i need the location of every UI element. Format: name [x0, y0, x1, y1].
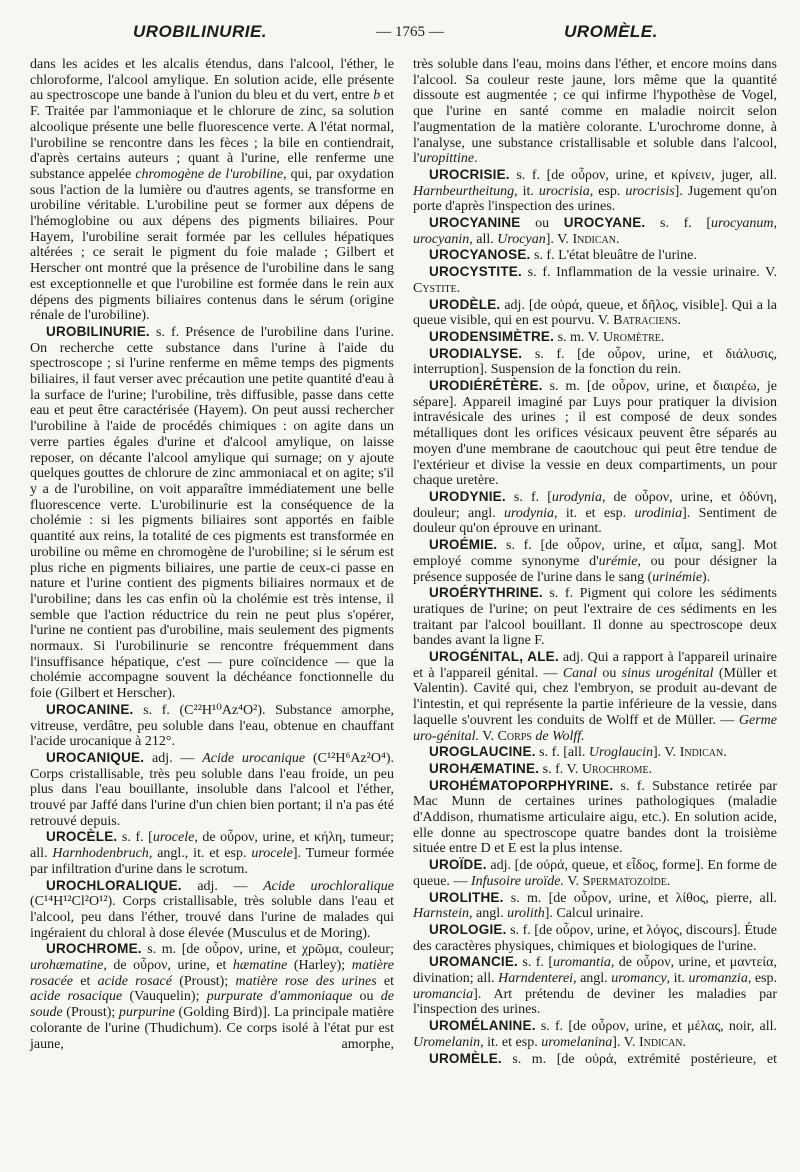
- italic-text: urodynia: [503, 505, 554, 521]
- entry-headword: UROÉRYTHRINE.: [429, 585, 543, 601]
- entry-text: , de οὖρον, urine, et μαντεία, divination; all.: [413, 955, 778, 987]
- italic-text: urodinia: [634, 505, 683, 521]
- italic-text: uromanzia: [688, 971, 748, 987]
- first-headword-guide: UROBILINURIE.: [133, 22, 267, 41]
- entry-text: (Harley);: [287, 958, 352, 974]
- last-headword-guide: UROMÈLE.: [564, 22, 658, 41]
- entry-text: ]. Sentiment de douleur qu'on éprouve en urinant.: [413, 505, 777, 537]
- entry-text: (Müller et Valentin). Cavité qui, chez l'embryon, se produit au-devant de l'intestin, et qui représente la partie inférieure de la vessie, dans laquelle s'ouvrent les conduits de Wolff et de Müller. —: [413, 665, 777, 728]
- entry-text: s. f. Pigment qui colore les sédiments uratiques de l'urine; on peut l'extraire de ces sédiments en les traitant par l'alcool bouillant. Il donne au spectroscope deux bandes avant la ligne F.: [413, 586, 777, 649]
- entry-text: ]. Calcul urinaire.: [544, 906, 644, 922]
- entry-text: ).: [702, 569, 711, 585]
- dictionary-entry: [413, 1051, 777, 1068]
- entry-text: (Golding Bird)]. La principale matière colorante de l'urine (Thudichum). Ce corps isolé à l'état pur est jaune, amorphe,: [30, 1005, 395, 1052]
- entry-text: s. f. Inflammation de la vessie urinaire. V.: [521, 265, 777, 281]
- entry-text: s. m. V.: [554, 329, 603, 345]
- cross-reference: Urochrome.: [581, 761, 653, 777]
- italic-text: urodynia: [551, 489, 602, 505]
- italic-text: Acide urochloralique: [263, 878, 394, 894]
- dictionary-entry: [30, 941, 394, 1052]
- italic-text: urohæmatine: [30, 958, 104, 974]
- entry-text: s. f. Substance retirée par Mac Munn de certaines urines pathologiques (maladie d'Addison, rhumatisme articulaire aigu, etc.). En solution acide, elle donne au spectroscope quatre bandes dont la troisième située entre D et E est la plus intense.: [413, 778, 777, 857]
- italic-text: acide rosacique: [30, 989, 123, 1005]
- italic-text: b: [373, 88, 381, 104]
- entry-text: , it. et esp.: [554, 505, 635, 521]
- entry-text: s. m. [de οὖρον, urine, et λίθος, pierre, all.: [503, 890, 777, 906]
- entry-text: ]. Tumeur formée par infiltration d'urine dans le scrotum.: [30, 846, 394, 877]
- continued-text: [30, 57, 394, 324]
- entry-headword: UROGLAUCINE.: [429, 744, 536, 760]
- italic-text: urocyanum, urocyanin: [413, 216, 778, 247]
- entry-text: .: [474, 151, 478, 167]
- dictionary-entry: [413, 954, 777, 1018]
- cross-reference: Indican.: [638, 1034, 687, 1050]
- entry-text: s. f. [de οὖρον, urine, et κρίνειν, juger, all.: [509, 167, 777, 183]
- entry-headword: UROHÉMATOPORPHYRINE.: [429, 777, 614, 793]
- entry-text: adj. [de οὐρά, queue, et εἶδος, forme]. En forme de queue. —: [413, 858, 777, 889]
- entry-text: ]. Jugement qu'on porte d'après l'inspection des urines.: [413, 183, 778, 215]
- entry-text: , it.: [666, 971, 689, 987]
- entry-text: s. f. L'état bleuâtre de l'urine.: [530, 248, 697, 264]
- italic-text: Canal: [562, 665, 598, 681]
- dictionary-entry: [413, 744, 777, 761]
- dictionary-entry: [30, 702, 394, 750]
- dictionary-entry: [413, 346, 777, 378]
- running-head-right: [440, 20, 782, 44]
- entry-headword: UROCHLORALIQUE.: [46, 877, 182, 893]
- dictionary-entry: [413, 778, 777, 858]
- dictionary-entry: [30, 324, 394, 702]
- entry-text: s. f. (C²²H¹⁰Az⁴O²). Substance amorphe, vitreuse, verdâtre, peu soluble dans l'eau, obtenue en chauffant l'acide urocanique à 212°.: [30, 702, 394, 750]
- cross-reference: Uromètre.: [602, 329, 665, 345]
- entry-headword: UROLITHE.: [429, 889, 504, 905]
- entry-headword: UROMÉLANINE.: [429, 1018, 536, 1034]
- entry-text: s. m. [de οὖρον, urine, et χρῶμα, couleur;: [141, 942, 394, 958]
- entry-headword: UROCYANINE: [429, 215, 521, 231]
- italic-text: urolith: [507, 906, 545, 922]
- dictionary-entry: [413, 1018, 777, 1050]
- cross-reference: Batraciens.: [613, 313, 681, 329]
- entry-headword: UROMANCIE.: [429, 954, 518, 970]
- continued-text: [413, 57, 777, 167]
- italic-text: matière rosacée: [30, 958, 394, 989]
- entry-text: s. f. [: [117, 830, 153, 846]
- entry-headword: UROCRISIE.: [429, 166, 510, 182]
- entry-text: (C¹⁴H¹²Cl²O¹²). Corps cristallisable, très soluble dans l'eau et l'alcool, peu dans l'éther, trouvé dans l'urine de malades qui ingéraient du chloral à dose élevée (Musculus et de Moring).: [30, 894, 394, 941]
- cross-reference: Cystite.: [413, 280, 461, 296]
- entry-headword: UROHÆMATINE.: [429, 760, 540, 776]
- entry-headword: UROCANINE.: [46, 701, 134, 717]
- entry-headword: UROCYSTITE.: [429, 264, 522, 280]
- entry-text: , all.: [469, 231, 498, 247]
- entry-text: s. f. [de οὖρον, urine, et αἷμα, sang]. Mot employé comme synonyme d': [413, 538, 777, 569]
- entry-text: s. f. [: [645, 216, 712, 232]
- dictionary-entry: [413, 264, 777, 296]
- italic-text: purpurate d'ammoniaque: [206, 989, 353, 1005]
- entry-headword: URODÈLE.: [429, 296, 501, 312]
- italic-text: de Wolff.: [531, 728, 585, 744]
- italic-text: urocrisis: [625, 183, 675, 199]
- entry-text: (C¹²H⁶Az²O⁴). Corps cristallisable, très peu soluble dans l'eau froide, un peu plus dans l'eau bouillante, insoluble dans l'alcool et l'éther, trouvé par Jaffé dans l'urine d'un chien bien portant; il n'a pas été retrouvé depuis.: [30, 750, 395, 829]
- italic-text: Harnstein: [413, 906, 469, 922]
- entry-text: , de οὖρον, urine, et κήλη, tumeur; all.: [30, 830, 394, 862]
- right-column: [413, 57, 777, 1168]
- entry-text: adj. —: [144, 750, 203, 766]
- italic-text: uromantia: [553, 955, 611, 971]
- entry-text: , esp.: [589, 183, 626, 199]
- cross-reference: Indican.: [679, 745, 727, 761]
- entry-text: , it.: [514, 183, 539, 199]
- italic-text: urocele: [152, 830, 195, 846]
- italic-text: hæmatine: [232, 958, 288, 974]
- entry-text: V.: [564, 873, 583, 889]
- dictionary-entry: [413, 761, 777, 778]
- italic-text: Harndenterei: [498, 971, 574, 987]
- entry-headword: UROCYANOSE.: [429, 247, 531, 263]
- entry-headword: UROLOGIE.: [429, 921, 507, 937]
- dictionary-entry: [413, 922, 777, 954]
- entry-text: , angl.: [573, 971, 612, 987]
- italic-text: Uroglaucin: [588, 745, 653, 761]
- entry-text: , ou pour désigner la présence supposée de l'urine dans le sang (: [413, 553, 777, 585]
- italic-text: Germe uro-génital.: [413, 712, 777, 744]
- dictionary-entry: [413, 329, 777, 346]
- italic-text: urinémie: [652, 569, 703, 585]
- entry-text: ]. Art prétendu de deviner les maladies par l'inspection des urines.: [413, 986, 777, 1018]
- entry-headword: URODIÉRÉTÈRE.: [429, 378, 543, 394]
- entry-text: s. m. [de οὐρά, extrémité postérieure, et: [501, 1051, 777, 1067]
- entry-headword: UROÏDE.: [429, 857, 487, 873]
- italic-text: urocrisia: [538, 183, 590, 199]
- entry-text: s. f. V.: [539, 761, 582, 777]
- cross-reference: Corps: [497, 728, 532, 744]
- entry-text: s. f. [de οὖρον, urine, et μέλας, noir, all.: [535, 1019, 777, 1035]
- italic-text: sinus urogénital: [621, 665, 714, 681]
- entry-headword: URODYNIE.: [429, 488, 506, 504]
- entry-text: adj. —: [181, 878, 264, 894]
- entry-text: , qui, par oxydation sous l'action de la lumière ou d'autres agents, se transforme en urobiline véritable. L'urobiline peut se former aux dépens de l'hémoglobine ou aux dépens des pigments biliaires. Pour Hayem, l'urobiline serait formée par les cellules hépatiques altérées ; ce serait le pigment du foie malade ; Gilbert et Herscher ont montré que la présence de l'urobiline dans le sang est exceptionnelle et que l'urobiline est formée dans le rein aux dépens des pigments biliaires contenus dans le sérum (origine rénale de l'urobiline).: [30, 166, 394, 324]
- entry-headword: UROCHROME.: [46, 941, 142, 957]
- italic-text: Uromelanin: [413, 1034, 481, 1050]
- dictionary-entry: [413, 297, 777, 329]
- entry-text: (Proust);: [171, 973, 236, 989]
- entry-text: , de οὖρον, urine, et ὀδύνη, douleur; angl.: [413, 489, 777, 521]
- entry-text: s. f. [: [518, 955, 554, 971]
- dictionary-entry: [413, 378, 777, 489]
- entry-text: , de οὖρον, urine, et: [103, 958, 233, 974]
- entry-text: ]. V.: [612, 1034, 639, 1050]
- entry-text: s. f. Présence de l'urobiline dans l'urine. On recherche cette substance dans l'urine à l'aide du spectroscope ; si l'urine renferme en même temps des pigments biliaires, il faut verser avec précaution une petite quantité d'eau à la surface de l'urine; l'urobiline, très diffusible, passe dans cette eau et peut être caractérisée (Hayem). On peut aussi rechercher l'urobiline à l'aide de procédés chimiques : on agite dans un verre parties égales d'urine et d'alcool amylique, on laisse reposer, on décante l'alcool amylique qui surnage; on y ajoute quelques gouttes de chlorure de zinc ammoniacal et on agite; s'il y a de l'urobiline, on voit apparaître immédiatement une belle fluorescence verte. L'urobilinurie est la conséquence de la cholémie : si les pigments biliaires sont apportés en faible quantité aux reins, la totalité de ces pigments est transformée en urobiline ou même en chromogène de l'urobiline; si le sérum est plus riche en pigments biliaires, une partie de ceux-ci passe en nature et l'urine contient des pigments biliaires normaux et de l'urobiline; dans les cas enfin où la cholémie est très intense, il semble que l'action réductrice du rein ne peut plus s'opérer, l'urine ne contient pas d'urobiline, mais seulement des pigments normaux. Si l'urobilinurie se rencontre fréquemment dans l'insuffisance hépatique, c'est — pure coïncidence — que la cholémie accompagne souvent la déchéance fonctionnelle du foie (Gilbert et Herscher).: [30, 324, 394, 702]
- dictionary-entry: [413, 649, 777, 744]
- entry-text: , angl.: [469, 906, 508, 922]
- entry-text: dans les acides et les alcalis étendus, dans l'alcool, l'éther, le chloroforme, l'alcool amylique. En solution acide, elle présente au spectroscope une bande à l'union du bleu et du vert, entre: [30, 57, 394, 104]
- left-column: [30, 57, 394, 1168]
- dictionary-entry: [30, 829, 394, 877]
- entry-text: et: [376, 973, 395, 989]
- dictionary-entry: [413, 857, 777, 889]
- entry-text: s. m. [de οὖρον, urine, et διαιρέω, je sépare]. Appareil imaginé par Luys pour pratiquer la division intravésicale des urines ; il est composé de deux sondes métalliques dont les orifices vésicaux peuvent être séparés au moyen d'une membrane de caoutchouc qui peut être tendue de l'extérieur et divise la vessie en deux compartiments, un pour chaque uretère.: [413, 379, 777, 489]
- entry-text: , esp.: [747, 971, 777, 987]
- italic-text: chromogène de l'urobiline: [135, 166, 284, 182]
- italic-text: Harnbeurtheitung: [413, 183, 515, 199]
- dictionary-entry: [413, 167, 777, 215]
- entry-headword: URODIALYSE.: [429, 345, 523, 361]
- entry-headword: UROGÉNITAL, ALE.: [429, 649, 559, 665]
- italic-text: urémie: [598, 553, 638, 569]
- italic-text: urocele: [251, 846, 293, 862]
- italic-text: uromelanina: [541, 1034, 613, 1050]
- entry-headword: UROBILINURIE.: [46, 323, 150, 339]
- dictionary-entry: [30, 750, 394, 830]
- entry-text: adj. Qui a rapport à l'appareil urinaire et à l'appareil génital. —: [413, 650, 777, 681]
- entry-text: très soluble dans l'eau, moins dans l'éther, et encore moins dans l'alcool. Sa couleur reste jaune, lors même que la quantité dissoute est augmentée ; ce qui infirme l'hypothèse de Vogel, que l'urine en santé comme en maladie noircit selon l'augmentation de la matière colorante. L'urochrome donne, à l'analyse, une substance cristallisable et soluble dans l'alcool, l': [413, 57, 777, 167]
- page-number: — 1765 —: [376, 24, 444, 40]
- dictionary-entry: [413, 489, 777, 537]
- entry-text: , angl., it. et esp.: [148, 846, 252, 862]
- entry-text: s. f. [: [505, 489, 552, 505]
- entry-text: (Proust);: [62, 1005, 119, 1021]
- entry-text: s. f. [de οὖρον, urine, et διάλυσις, interruption]. Suspension de la fonction du rein.: [413, 346, 777, 378]
- entry-headword: UROCÈLE.: [46, 829, 118, 845]
- entry-headword: URODENSIMÈTRE.: [429, 328, 555, 344]
- entry-text: s. f. [all.: [535, 745, 589, 761]
- dictionary-entry: [413, 537, 777, 585]
- italic-text: Harnhodenbruch: [52, 846, 149, 862]
- italic-text: Acide urocanique: [202, 750, 306, 766]
- entry-text: ou: [597, 665, 622, 681]
- dictionary-entry: [413, 247, 777, 264]
- dictionary-entry: [413, 215, 777, 247]
- dictionary-entry: [413, 890, 777, 922]
- entry-text: et: [73, 973, 98, 989]
- entry-text: ]. V.: [652, 745, 680, 761]
- italic-text: matière rose des urines: [235, 973, 377, 989]
- cross-reference: Indican.: [572, 231, 620, 247]
- entry-text: adj. [de οὐρά, queue, et δῆλος, visible]. Qui a la queue visible, qui en est pourvu. V.: [413, 297, 777, 329]
- cross-reference: Spermatozoïde.: [582, 873, 671, 889]
- running-head-left: [30, 20, 370, 44]
- entry-text: (Vauquelin);: [122, 989, 207, 1005]
- dictionary-entry: [30, 878, 394, 942]
- entry-text: V.: [478, 728, 498, 744]
- entry-headword: UROÉMIE.: [429, 537, 498, 553]
- italic-text: Infusoire uroïde.: [470, 873, 565, 889]
- entry-text: s. f. [de οὖρον, urine, et λόγος, discours]. Étude des caractères physiques, chimiques et biologiques de l'urine.: [413, 922, 777, 954]
- dictionary-entry: [413, 585, 777, 649]
- italic-text: de soude: [30, 989, 394, 1021]
- entry-text: et F. Traitée par l'ammoniaque et le chlorure de zinc, sa solution alcoolique présente une belle fluorescence verte. A l'état normal, l'urobiline se rencontre dans les fèces ; la bile en contiendrait, d'après certains auteurs ; quant à l'urine, elle renferme une substance appelée: [30, 88, 394, 182]
- entry-headword: UROMÈLE.: [429, 1050, 502, 1066]
- entry-text: ou: [520, 216, 564, 232]
- entry-headword: UROCANIQUE.: [46, 749, 145, 765]
- italic-text: purpurine: [118, 1005, 175, 1021]
- entry-text: ou: [352, 989, 381, 1005]
- italic-text: uromancy: [611, 971, 667, 987]
- entry-text: , it. et esp.: [480, 1034, 542, 1050]
- italic-text: uropittine: [419, 151, 475, 167]
- entry-headword: UROCYANE.: [563, 215, 646, 231]
- italic-text: uromancia: [413, 986, 474, 1002]
- italic-text: acide rosacé: [97, 973, 172, 989]
- entry-text: ]. V.: [545, 231, 573, 247]
- italic-text: Urocyan: [497, 231, 546, 247]
